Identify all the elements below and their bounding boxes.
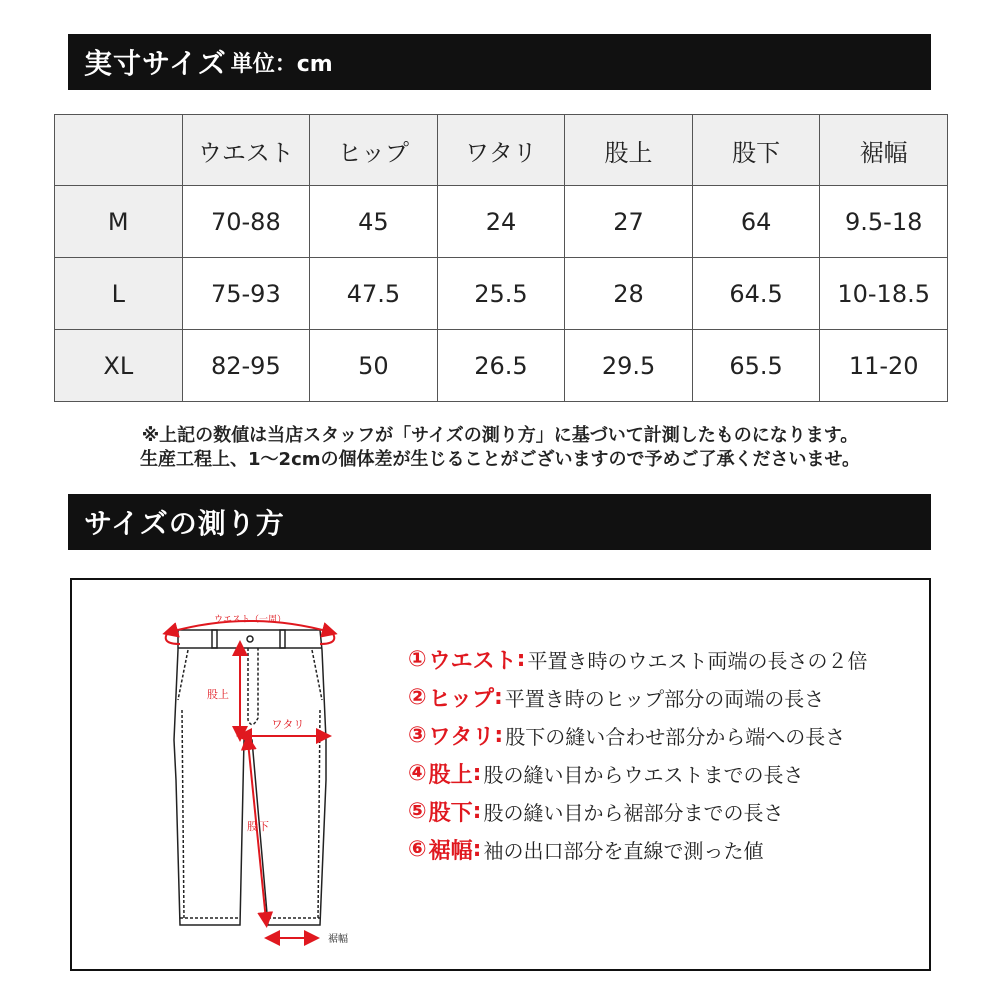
table-cell: 27 [565,186,693,258]
size-header-title: 実寸サイズ [84,47,227,80]
table-cell: 82-95 [182,330,310,402]
legend-description: 股の縫い目からウエストまでの長さ [483,762,804,787]
table-row [55,186,948,258]
inseam-diagram-label: 股下 [247,820,269,833]
table-cell: 47.5 [310,258,438,330]
legend-number: ④ [408,760,427,786]
table-cell: 70-88 [182,186,310,258]
size-label: XL [55,330,183,402]
legend-colon: : [516,646,526,672]
table-header-cell: ウエスト [182,115,310,186]
table-header-row [55,115,948,186]
legend-term: ウエスト [428,648,517,674]
table-cell: 25.5 [437,258,565,330]
measurement-note: ※上記の数値は当店スタッフが「サイズの測り方」に基づいて計測したものになります。 [141,425,859,446]
table-header-cell: ワタリ [437,115,565,186]
table-cell: 24 [437,186,565,258]
table-cell: 10-18.5 [820,258,948,330]
legend-colon: : [472,836,482,862]
legend-number: ② [408,684,427,710]
table-header-cell: 股上 [565,115,693,186]
table-cell: 29.5 [565,330,693,402]
legend-term: 裾幅 [428,838,473,864]
legend-term: 股下 [428,800,473,826]
table-cell: 65.5 [692,330,820,402]
legend-term: ワタリ [428,724,495,750]
size-header-bar [68,34,931,90]
legend-item-inseam [408,792,867,830]
hem-diagram-label: 裾幅 [328,934,348,945]
legend-item-waist [408,640,867,678]
legend-item-rise [408,754,867,792]
pants-outline [174,630,326,925]
table-cell: 28 [565,258,693,330]
howto-title: サイズの測り方 [84,507,285,540]
thigh-diagram-label: ワタリ [271,718,305,731]
table-cell: 9.5-18 [820,186,948,258]
table-cell: 64.5 [692,258,820,330]
tolerance-note: 生産工程上、1〜2cmの個体差が生じることがございますので予めご了承くださいませ。 [140,449,860,470]
legend-colon: : [493,684,503,710]
legend-number: ⑤ [408,798,427,824]
waist-ellipse-right [320,632,334,644]
size-label: M [55,186,183,258]
legend-item-thigh [408,716,867,754]
table-header-cell: 股下 [692,115,820,186]
size-header-unit: 単位：cm [230,51,333,77]
legend-colon: : [472,760,482,786]
legend-description: 股の縫い目から裾部分までの長さ [483,800,784,825]
table-cell: 64 [692,186,820,258]
table-row [55,330,948,402]
table-cell: 11-20 [820,330,948,402]
legend-number: ③ [408,722,427,748]
waist-diagram-label: ウエスト（一周） [213,615,287,625]
legend-description: 股下の縫い合わせ部分から端への長さ [505,724,846,749]
legend-item-hem [408,830,867,868]
legend-term: ヒップ [428,686,494,712]
legend-description: 袖の出口部分を直線で測った値 [483,838,764,863]
pants-diagram [140,600,380,960]
howto-header-bar [68,494,931,550]
table-header-cell: ヒップ [310,115,438,186]
legend-item-hip [408,678,867,716]
table-cell: 26.5 [437,330,565,402]
size-table [54,114,948,402]
rise-diagram-label: 股上 [207,688,229,701]
table-header-cell [55,115,183,186]
table-cell: 50 [310,330,438,402]
legend-description: 平置き時のヒップ部分の両端の長さ [504,686,825,711]
table-cell: 45 [310,186,438,258]
legend-number: ① [408,646,427,672]
legend-colon: : [494,722,504,748]
legend-description: 平置き時のウエスト両端の長さの２倍 [527,648,868,673]
size-label: L [55,258,183,330]
legend-colon: : [472,798,482,824]
legend-term: 股上 [428,762,473,788]
table-cell: 75-93 [182,258,310,330]
table-header-cell: 裾幅 [820,115,948,186]
measurement-legend [408,640,867,868]
table-row [55,258,948,330]
legend-number: ⑥ [408,836,427,862]
